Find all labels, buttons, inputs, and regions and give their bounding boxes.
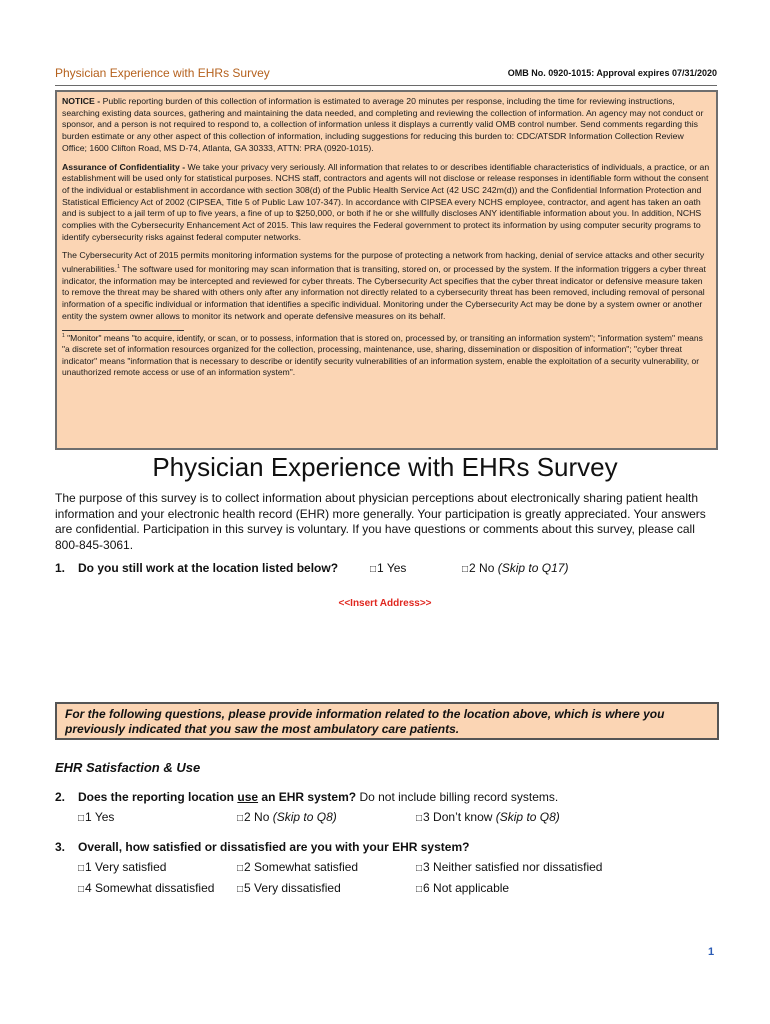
- footnote-ref: 1: [117, 264, 120, 271]
- notice-box: [55, 90, 718, 450]
- checkbox-icon: □: [237, 863, 244, 874]
- instruction-box: [55, 702, 719, 740]
- q2-option-no[interactable]: [237, 810, 337, 824]
- survey-title: Physician Experience with EHRs Survey: [152, 452, 618, 482]
- question-number: 2.: [55, 790, 66, 804]
- option-label: 2 No: [244, 810, 270, 824]
- page-number: 1: [708, 946, 715, 958]
- notice-label: NOTICE -: [62, 96, 101, 106]
- option-label: 6 Not applicable: [423, 881, 510, 895]
- cybersecurity-paragraph: [62, 250, 710, 322]
- survey-purpose: The purpose of this survey is to collect information about physician perceptions about electronically sharing patient health information and your electronic health record (EHR) more generally. Your participation is greatly appreciated. Your answers are confidential. Participation in this survey is voluntary. If you have questions or comments about this survey, please call 800-845-3061.: [55, 491, 706, 552]
- option-label: 2 Somewhat satisfied: [244, 860, 359, 874]
- checkbox-icon: □: [78, 813, 85, 824]
- option-label: 5 Very dissatisfied: [244, 881, 341, 895]
- option-label: 3 Neither satisfied nor dissatisfied: [423, 860, 603, 874]
- question-1: [0, 561, 770, 577]
- q2-option-dont-know[interactable]: [416, 810, 560, 824]
- option-label: 4 Somewhat dissatisfied: [85, 881, 215, 895]
- option-label: 1 Yes: [85, 810, 115, 824]
- q3-option-not-applicable[interactable]: [416, 881, 509, 895]
- q3-option-very-satisfied[interactable]: [78, 860, 166, 874]
- cyber-text-a: The Cybersecurity Act of 2015 permits monitoring information systems for the purpose of protecting a network from hacking, denial of service attacks and other security vulnerabilities.: [62, 250, 705, 275]
- question-2: [0, 790, 770, 830]
- question-note: Do not include billing record systems.: [359, 790, 559, 804]
- page-header: [55, 66, 717, 86]
- assurance-text: We take your privacy very seriously. All information that relates to or describes identifiable characteristics of individuals, a practice, or an establishment will be used only for statistical purposes. NCHS staff, contractors and agents will not disclose or release responses in identifiable form without the consent of the individual or establishment in accordance with section 308(d) of the Public Health Service Act (42 USC 242m(d)) and the Confidential Information Protection and Statistical Efficiency Act of 2002 (CIPSEA, Title 5 of Public Law 107-347). In accordance with CIPSEA every NCHS employee, contractor, and agent has taken an oath and is subject to a jail term of up to five years, a fine of up to $250,000, or both if he or she willfully discloses ANY identifiable information about you. In addition, NCHS complies with the Cybersecurity Enhancement Act of 2015. This law requires the Federal government to protect its information by using computer security programs to identify cybersecurity risks against federal computer networks.: [62, 161, 710, 242]
- option-label: 2 No: [469, 561, 495, 575]
- checkbox-icon: □: [416, 813, 423, 824]
- header-title: Physician Experience with EHRs Survey: [55, 66, 270, 80]
- footnote: [62, 331, 710, 380]
- checkbox-icon: □: [416, 863, 423, 874]
- assurance-label: Assurance of Confidentiality -: [62, 161, 186, 172]
- footnote-text: "Monitor" means "to acquire, identify, or scan, or to possess, information that is stored on, processed by, or transiting an information system"; "information system" means "a discrete set of information resources organized for the collection, processing, maintenance, use, sharing, dissemination or disposition of information"; "cyber threat indicator" means "information that is necessary to describe or identify security vulnerabilities of an information system, enable the exploitation of a security vulnerability, or unauthorized remote access or use of an information system".: [62, 332, 703, 378]
- cyber-text-b: The software used for monitoring may scan information that is transiting, stored on, or processed by the system. If the information triggers a cyber threat indicator, the information may be intercepted and reviewed for cyber threats. The Cybersecurity Act specifies that the cyber threat indicator or defensive measure taken to remove the threat may be shared with others only after any information not directly related to a cybersecurity threat has been removed, including removal of personal information of a specific individual or information that identifies a specific individual. Monitoring under the Cybersecurity Act may be done by a system owner or another entity the system owner allows to monitor its network and operate defensive measures on its behalf.: [62, 264, 706, 321]
- question-text-a: Does the reporting location: [78, 790, 235, 804]
- question-text-emphasis: use: [237, 790, 259, 804]
- skip-instruction: (Skip to Q17): [497, 561, 569, 575]
- address-placeholder: <<Insert Address>>: [338, 598, 432, 609]
- question-text: [78, 790, 558, 804]
- footnote-mark: 1: [62, 332, 65, 339]
- question-number: 1.: [55, 561, 66, 575]
- q3-option-neither[interactable]: [416, 860, 602, 874]
- checkbox-icon: □: [237, 884, 244, 895]
- section-title: EHR Satisfaction & Use: [55, 760, 201, 775]
- q1-option-no[interactable]: [462, 561, 568, 575]
- checkbox-icon: □: [370, 564, 377, 575]
- question-text: Do you still work at the location listed below?: [78, 561, 339, 575]
- assurance-of-confidentiality: [62, 162, 710, 244]
- checkbox-icon: □: [237, 813, 244, 824]
- option-label: 1 Yes: [377, 561, 407, 575]
- checkbox-icon: □: [78, 884, 85, 895]
- q3-option-very-dissatisfied[interactable]: [237, 881, 341, 895]
- checkbox-icon: □: [416, 884, 423, 895]
- q1-option-yes[interactable]: [370, 561, 406, 575]
- question-3: [0, 840, 770, 900]
- q3-option-somewhat-dissatisfied[interactable]: [78, 881, 214, 895]
- option-label: 1 Very satisfied: [85, 860, 167, 874]
- instruction-text: For the following questions, please provide information related to the location above, which is where you previously indicated that you saw the most ambulatory care patients.: [65, 707, 665, 736]
- skip-instruction: (Skip to Q8): [272, 810, 337, 824]
- omb-number: OMB No. 0920-1015: Approval expires 07/31/2020: [507, 68, 717, 78]
- q3-option-somewhat-satisfied[interactable]: [237, 860, 358, 874]
- question-number: 3.: [55, 840, 66, 854]
- option-label: 3 Don’t know: [423, 810, 493, 824]
- checkbox-icon: □: [462, 564, 469, 575]
- q2-option-yes[interactable]: [78, 810, 114, 824]
- burden-notice: [62, 96, 710, 155]
- checkbox-icon: □: [78, 863, 85, 874]
- notice-text: Public reporting burden of this collection of information is estimated to average 20 minutes per response, including the time for reviewing instructions, searching existing data sources, gathering and maintaining the data needed, and completing and reviewing the collection of information. An agency may not conduct or sponsor, and a person is not required to respond to, a collection of information unless it displays a currently valid OMB control number. Send comments regarding this burden estimate or any other aspect of this collection of information, including suggestions for reducing this burden to: CDC/ATSDR Information Collection Review Office; 1600 Clifton Road, MS D-74, Atlanta, GA 30333, ATTN: PRA (0920-1015).: [62, 96, 704, 153]
- skip-instruction: (Skip to Q8): [495, 810, 560, 824]
- question-text-b: an EHR system?: [261, 790, 357, 804]
- question-text: Overall, how satisfied or dissatisfied are you with your EHR system?: [78, 840, 470, 854]
